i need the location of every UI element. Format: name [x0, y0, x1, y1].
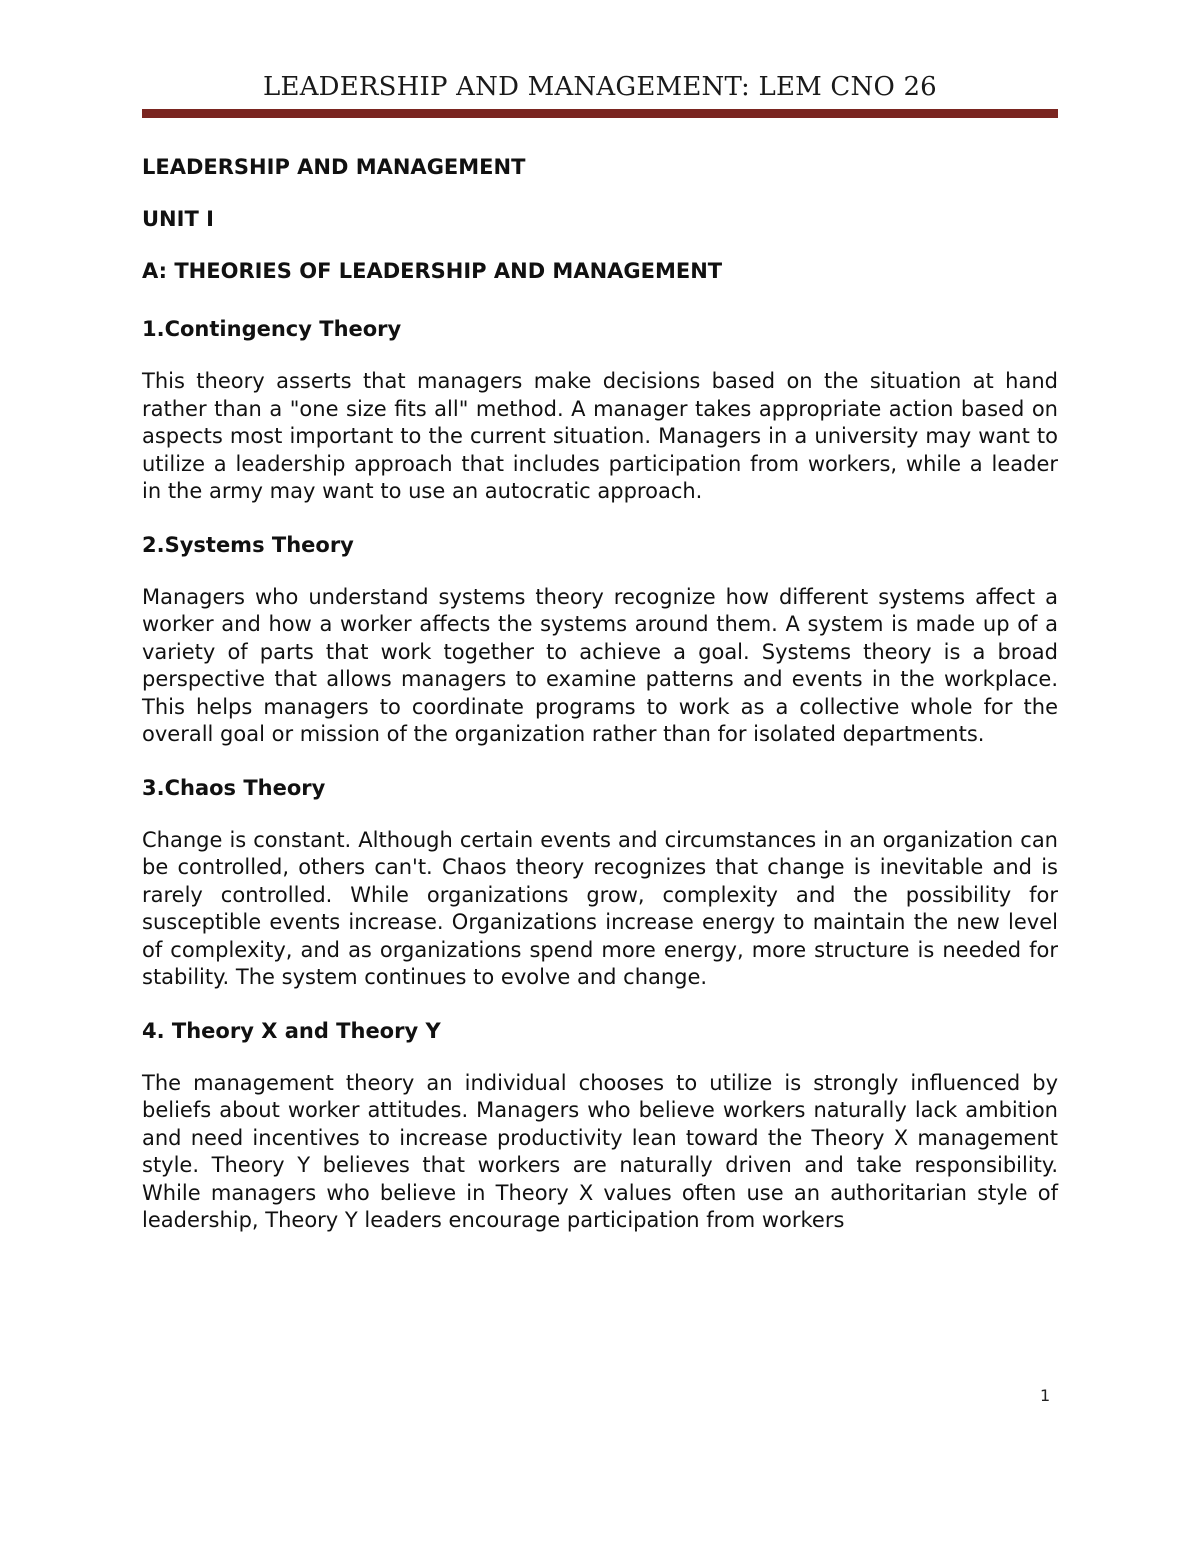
document-title: LEADERSHIP AND MANAGEMENT — [142, 155, 526, 179]
theory-body: Change is constant. Although certain events and circumstances in an organization can be controlled, others can't. Chaos theory recognizes that change is inevitable and is rarely controlled. While organizations grow, complexity and the possibility for susceptible events increase. Organizations increase energy to maintain the new level of complexity, and as organizations spend more energy, more structure is needed for stability. The system continues to evolve and change. — [142, 827, 1058, 989]
theory-systems — [142, 530, 1058, 749]
theory-heading: 3.Chaos Theory — [142, 775, 326, 800]
page-number: 1 — [1040, 1386, 1051, 1405]
header-rule — [142, 109, 1058, 118]
section-title: A: THEORIES OF LEADERSHIP AND MANAGEMENT — [142, 259, 723, 283]
theory-x-and-y — [142, 1016, 1058, 1235]
page-content — [142, 152, 1058, 1259]
theory-heading: 2.Systems Theory — [142, 532, 354, 557]
theory-heading: 1.Contingency Theory — [142, 317, 402, 341]
theory-body: Managers who understand systems theory recognize how different systems affect a worker and how a worker affects the systems around them. A system is made up of a variety of parts that work together to achieve a goal. Systems theory is a broad perspective that allows managers to examine patterns and events in the workplace. This helps managers to coordinate programs to work as a collective whole for the overall goal or mission of the organization rather than for isolated departments. — [142, 584, 1058, 746]
theory-chaos — [142, 773, 1058, 992]
unit-title: UNIT I — [142, 207, 214, 231]
theory-contingency — [142, 314, 1058, 506]
theory-heading: 4. Theory X and Theory Y — [142, 1018, 441, 1043]
theory-body: The management theory an individual chooses to utilize is strongly influenced by beliefs about worker attitudes. Managers who believe workers naturally lack ambition and need incentives to increase productivity lean toward the Theory X management style. Theory Y believes that workers are naturally driven and take responsibility. While managers who believe in Theory X values often use an authoritarian style of leadership, Theory Y leaders encourage participation from workers — [142, 1070, 1058, 1232]
theory-body: This theory asserts that managers make decisions based on the situation at hand rather than a "one size fits all" method. A manager takes appropriate action based on aspects most important to the current situation. Managers in a university may want to utilize a leadership approach that includes participation from workers, while a leader in the army may want to use an autocratic approach. — [142, 369, 1058, 503]
running-header-title: LEADERSHIP AND MANAGEMENT: LEM CNO 26 — [263, 72, 937, 102]
